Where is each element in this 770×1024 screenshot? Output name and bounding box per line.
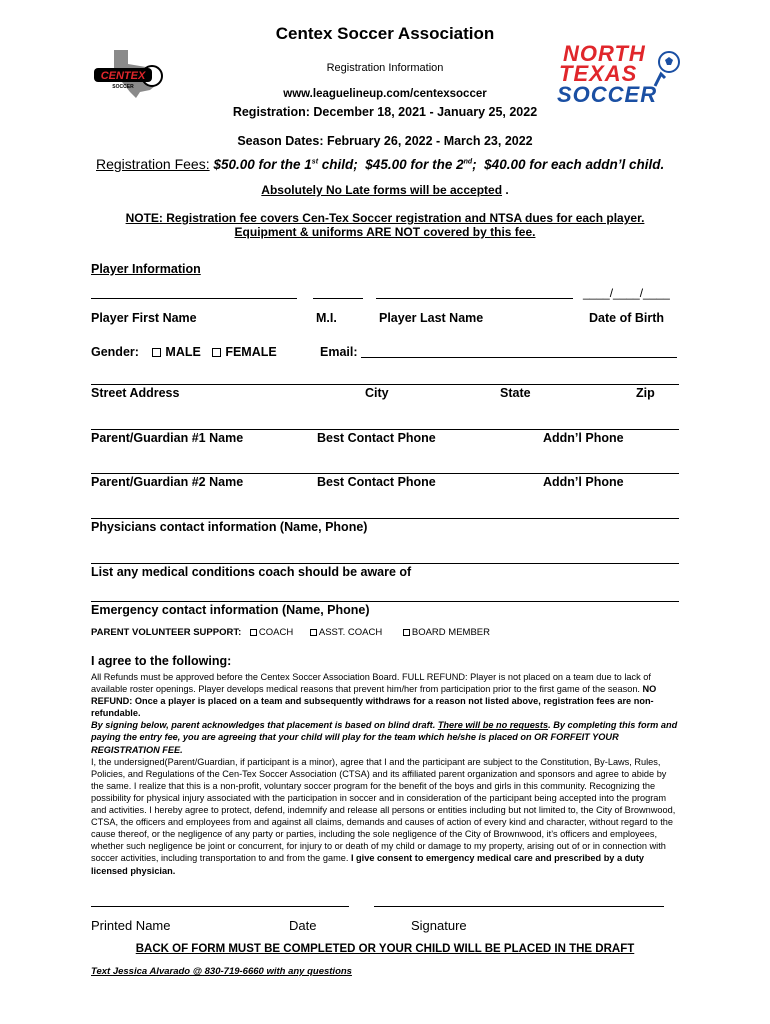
registration-fees: [96, 156, 664, 172]
guardian2-line[interactable]: [91, 473, 679, 474]
guardian2-name-label: Parent/Guardian #2 Name: [91, 475, 244, 489]
no-refund-text: NO REFUND: Once a player is placed on a team and subsequently withdraws for a reason not listed above, registration fees are non-refundable.: [91, 684, 657, 719]
late-forms-tail: .: [502, 183, 509, 197]
player-first-name-label: Player First Name: [91, 311, 197, 325]
zip-label: Zip: [636, 386, 655, 400]
male-checkbox[interactable]: [152, 345, 200, 359]
physician-label: Physicians contact information (Name, Phone): [91, 520, 368, 534]
first-name-line[interactable]: [91, 298, 297, 299]
season-dates: Season Dates: February 26, 2022 - March 23, 2022: [237, 134, 533, 148]
asst-coach-checkbox[interactable]: [310, 627, 382, 638]
printed-name-line[interactable]: [91, 906, 349, 907]
contact-text: Text Jessica Alvarado @ 830-719-6660 with any questions: [91, 966, 352, 977]
last-name-line[interactable]: [376, 298, 573, 299]
gender-row: [91, 345, 277, 359]
fee-second-sup: nd: [463, 158, 473, 166]
emergency-label: Emergency contact information (Name, Phone): [91, 603, 370, 617]
printed-name-label: Printed Name: [91, 918, 171, 933]
medical-label: List any medical conditions coach should be aware of: [91, 565, 412, 579]
guardian1-addl-label: Addn’l Phone: [543, 431, 624, 445]
guardian2-addl-label: Addn’l Phone: [543, 475, 624, 489]
physician-line[interactable]: [91, 518, 679, 519]
street-address-label: Street Address: [91, 386, 180, 400]
dob-label: Date of Birth: [589, 311, 664, 325]
date-label: Date: [289, 918, 317, 933]
page-title: Centex Soccer Association: [275, 24, 495, 43]
fee-first-sup: st: [311, 158, 319, 166]
asst-coach-label: ASST. COACH: [318, 627, 383, 638]
fee-first-tail: child;: [318, 157, 358, 172]
no-requests-text: There will be no requests: [437, 720, 549, 731]
mi-label: M.I.: [316, 311, 337, 325]
coach-checkbox[interactable]: [250, 627, 293, 638]
signature-line[interactable]: [374, 906, 664, 907]
fee-first: $50.00 for the 1: [213, 157, 312, 172]
centex-logo-sub: SOCCER: [112, 84, 134, 90]
fees-label: Registration Fees:: [96, 156, 210, 172]
agree-heading: I agree to the following:: [91, 654, 232, 668]
female-label: FEMALE: [225, 345, 277, 359]
mi-line[interactable]: [313, 298, 363, 299]
fee-second-tail: ;: [472, 157, 477, 172]
refund-text: All Refunds must be approved before the Centex Soccer Association Board. FULL REFUND: Player is not placed on a team due to lack of available roster openings. Player develops medical reasons that prevent him/her from participation prior to the first game of the season.: [91, 672, 651, 695]
guardian1-name-label: Parent/Guardian #1 Name: [91, 431, 244, 445]
forfeit-text: . By completing this form and paying the entry fee, you are agreeing that your child will play for the team which he/she is placed on OR FORFEIT YOUR REGISTRATION FEE.: [91, 720, 678, 755]
logo-soccer: SOCCER: [557, 82, 658, 107]
female-checkbox[interactable]: [212, 345, 276, 359]
late-forms-text: Absolutely No Late forms will be accepted: [261, 183, 503, 197]
centex-logo: [90, 48, 170, 98]
subtitle: Registration Information: [326, 62, 444, 74]
guardian2-phone-label: Best Contact Phone: [317, 475, 436, 489]
note-line-1: NOTE: Registration fee covers Cen-Tex Soccer registration and NTSA dues for each player.: [125, 211, 645, 225]
coach-label: COACH: [258, 627, 294, 638]
guardian1-line[interactable]: [91, 429, 679, 430]
note-line-2: Equipment & uniforms ARE NOT covered by this fee.: [234, 225, 536, 239]
email-line[interactable]: [361, 357, 677, 358]
centex-logo-text: CENTEX: [100, 70, 146, 82]
logo-texas: TEXAS: [559, 61, 638, 86]
website-link[interactable]: www.leaguelineup.com/centexsoccer: [283, 88, 487, 100]
registration-dates: Registration: December 18, 2021 - January 25, 2022: [232, 105, 538, 119]
fee-third: $40.00 for each addn’l child.: [484, 157, 665, 172]
gender-label: Gender:: [91, 345, 139, 359]
blind-draft-text: By signing below, parent acknowledges that placement is based on blind draft.: [91, 720, 438, 731]
logo-north: NORTH: [563, 41, 646, 66]
signature-label: Signature: [411, 918, 467, 933]
north-texas-soccer-logo: [555, 41, 683, 110]
player-info-heading: Player Information: [91, 262, 201, 276]
medical-line[interactable]: [91, 563, 679, 564]
liability-text: I, the undersigned(Parent/Guardian, if participant is a minor), agree that I and the participant are subject to the Constitution, By-Laws, Rules, Policies, and Regulations of the Cen-Tex Soccer Association (CTSA) and its affiliated parent organization and sponsors and agree to abide by the same. I realize that this is a non-profit, voluntary soccer program for the benefit of the boys and girls in this community. Recognizing the possibility for physical injury associated with the participation in soccer and in consideration of the participant being accepted into the program and activities. I hereby agree to protect, defend, indemnify and release all persons or entities including but not limited to, the City of Brownwood, CTSA, the officers and employees from and against all claims, demands and causes of action of every kind and character, without regard to the cause thereof, or the negligence of any party or parties, including the sole negligence of the City of Brownwood, it’s officers and employees, whether such negligence be joint or concurrent, for injury to or death of my child or damage to my property, arising out of or in connection with soccer activities, including transportation to and from the game.: [91, 756, 676, 864]
board-member-label: BOARD MEMBER: [411, 627, 490, 638]
state-label: State: [500, 386, 531, 400]
back-of-form-notice: BACK OF FORM MUST BE COMPLETED OR YOUR CHILD WILL BE PLACED IN THE DRAFT: [135, 943, 635, 955]
soccer-ball-icon: [651, 48, 681, 88]
board-member-checkbox[interactable]: [403, 627, 490, 638]
late-forms-notice: [0, 183, 770, 197]
agreement-text: [91, 671, 681, 877]
dob-blank[interactable]: ____/____/____: [583, 286, 670, 300]
address-line[interactable]: [91, 384, 679, 385]
emergency-line[interactable]: [91, 601, 679, 602]
email-label: Email:: [320, 345, 358, 359]
player-last-name-label: Player Last Name: [379, 311, 484, 325]
medical-consent-text: I give consent to emergency medical care and prescribed by a duty licensed physician.: [91, 853, 645, 876]
guardian1-phone-label: Best Contact Phone: [317, 431, 436, 445]
male-label: MALE: [165, 345, 201, 359]
city-label: City: [365, 386, 389, 400]
volunteer-row: [91, 627, 490, 638]
volunteer-label: PARENT VOLUNTEER SUPPORT:: [91, 627, 242, 638]
fee-second: $45.00 for the 2: [365, 157, 464, 172]
